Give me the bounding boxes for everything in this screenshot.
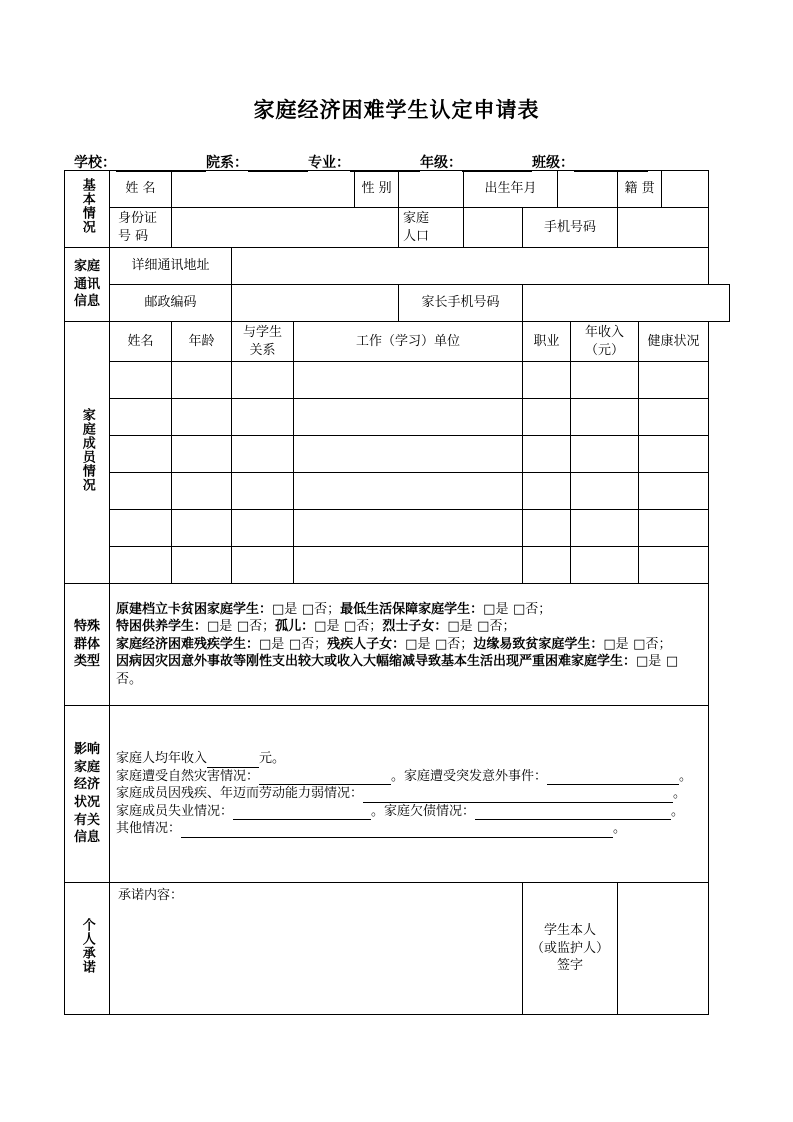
member-job-cell[interactable] bbox=[523, 473, 571, 510]
impact-line-disability: 家庭成员因残疾、年迈而劳动能力弱情况： 。 bbox=[116, 786, 687, 802]
impact-line-unemploy: 家庭成员失业情况： 。家庭欠债情况： 。 bbox=[116, 803, 685, 819]
member-name-cell[interactable] bbox=[110, 510, 172, 547]
member-row bbox=[65, 510, 730, 547]
checkbox-yes[interactable]: □是 bbox=[447, 619, 473, 635]
impact-fields bbox=[110, 706, 709, 883]
member-age-cell[interactable] bbox=[172, 399, 232, 436]
phone-label: 手机号码 bbox=[523, 208, 618, 248]
form-title: 家庭经济困难学生认定申请表 bbox=[253, 98, 540, 122]
gender-field[interactable] bbox=[399, 171, 464, 208]
id-field[interactable] bbox=[172, 208, 399, 248]
member-name-cell[interactable] bbox=[110, 473, 172, 510]
checkbox-yes[interactable]: □是 bbox=[483, 601, 509, 617]
origin-label: 籍 贯 bbox=[618, 171, 662, 208]
member-age-cell[interactable] bbox=[172, 436, 232, 473]
major-label: 专业： bbox=[308, 155, 350, 171]
special-line-1: 原建档立卡贫困家庭学生：□是 □否；最低生活保障家庭学生：□是 □否； bbox=[116, 601, 552, 617]
disaster-field[interactable] bbox=[259, 771, 391, 785]
address-label: 详细通讯地址 bbox=[110, 248, 232, 285]
id-label: 身份证 号 码 bbox=[110, 208, 172, 248]
checkbox-yes[interactable]: □是 bbox=[272, 601, 298, 617]
name-field[interactable] bbox=[172, 171, 355, 208]
checkbox-yes[interactable]: □是 bbox=[259, 636, 285, 652]
checkbox-no[interactable]: □否 bbox=[633, 636, 659, 652]
member-row bbox=[65, 399, 730, 436]
birth-field[interactable] bbox=[558, 171, 618, 208]
section-basic: 基本情况 bbox=[65, 171, 110, 248]
section-promise: 个人承诺 bbox=[65, 883, 110, 1015]
name-label: 姓 名 bbox=[110, 171, 172, 208]
unemploy-field[interactable] bbox=[233, 806, 371, 820]
hukou-label: 家庭 人口 bbox=[399, 208, 464, 248]
promise-row bbox=[65, 883, 730, 1015]
col-name: 姓名 bbox=[110, 322, 172, 362]
address-field[interactable] bbox=[232, 248, 709, 285]
checkbox-yes[interactable]: □是 bbox=[603, 636, 629, 652]
section-members: 家庭成员情况 bbox=[65, 322, 110, 584]
contact-row-1 bbox=[65, 248, 730, 285]
member-job-cell[interactable] bbox=[523, 362, 571, 399]
income-field[interactable] bbox=[207, 754, 259, 768]
class-label: 班级： bbox=[532, 155, 574, 171]
member-job-cell[interactable] bbox=[523, 547, 571, 584]
member-work-cell[interactable] bbox=[294, 436, 523, 473]
member-health-cell[interactable] bbox=[639, 510, 709, 547]
birth-label: 出生年月 bbox=[464, 171, 558, 208]
special-options bbox=[110, 584, 709, 706]
member-name-cell[interactable] bbox=[110, 436, 172, 473]
member-name-cell[interactable] bbox=[110, 362, 172, 399]
member-work-cell[interactable] bbox=[294, 362, 523, 399]
col-work: 工作（学习）单位 bbox=[294, 322, 523, 362]
grade-label: 年级： bbox=[420, 155, 462, 171]
contact-row-2 bbox=[65, 285, 730, 322]
checkbox-no[interactable]: □否 bbox=[116, 654, 679, 687]
checkbox-no[interactable]: □否 bbox=[477, 619, 503, 635]
accident-field[interactable] bbox=[547, 771, 679, 785]
member-work-cell[interactable] bbox=[294, 547, 523, 584]
member-row bbox=[65, 547, 730, 584]
checkbox-yes[interactable]: □是 bbox=[314, 619, 340, 635]
promise-content[interactable] bbox=[110, 883, 523, 1015]
impact-line-other: 其他情况： 。 bbox=[116, 821, 627, 837]
col-income: 年收入 （元） bbox=[571, 322, 639, 362]
col-health: 健康状况 bbox=[639, 322, 709, 362]
member-relation-cell[interactable] bbox=[232, 362, 294, 399]
member-job-cell[interactable] bbox=[523, 436, 571, 473]
checkbox-yes[interactable]: □是 bbox=[207, 619, 233, 635]
col-age: 年龄 bbox=[172, 322, 232, 362]
col-job: 职业 bbox=[523, 322, 571, 362]
checkbox-no[interactable]: □否 bbox=[288, 636, 315, 652]
signature-field[interactable] bbox=[618, 883, 709, 1015]
member-work-cell[interactable] bbox=[294, 473, 523, 510]
promise-content-label: 承诺内容： bbox=[118, 888, 184, 903]
member-row bbox=[65, 436, 730, 473]
members-header-row bbox=[65, 322, 730, 362]
member-row bbox=[65, 473, 730, 510]
member-health-cell[interactable] bbox=[639, 399, 709, 436]
member-work-cell[interactable] bbox=[294, 510, 523, 547]
member-name-cell[interactable] bbox=[110, 399, 172, 436]
section-special: 特殊 群体 类型 bbox=[65, 584, 110, 706]
member-income-cell[interactable] bbox=[571, 510, 639, 547]
checkbox-no[interactable]: □否 bbox=[301, 601, 328, 617]
member-income-cell[interactable] bbox=[571, 362, 639, 399]
member-relation-cell[interactable] bbox=[232, 399, 294, 436]
checkbox-yes[interactable]: □是 bbox=[636, 654, 662, 670]
special-line-3: 家庭经济困难残疾学生：□是 □否；残疾人子女：□是 □否；边缘易致贫家庭学生：□是 □否； bbox=[116, 636, 672, 652]
checkbox-no[interactable]: □否 bbox=[513, 601, 539, 617]
postcode-label: 邮政编码 bbox=[110, 285, 232, 322]
checkbox-no[interactable]: □否 bbox=[435, 636, 461, 652]
special-line-2: 特困供养学生：□是 □否；孤儿：□是 □否；烈士子女：□是 □否； bbox=[116, 619, 516, 635]
member-income-cell[interactable] bbox=[571, 399, 639, 436]
member-health-cell[interactable] bbox=[639, 436, 709, 473]
member-health-cell[interactable] bbox=[639, 473, 709, 510]
phone-field[interactable] bbox=[618, 208, 709, 248]
debt-field[interactable] bbox=[475, 806, 671, 820]
other-field[interactable] bbox=[181, 824, 613, 838]
impact-row bbox=[65, 706, 730, 883]
header-fields bbox=[74, 152, 734, 172]
parent-phone-field[interactable] bbox=[523, 285, 730, 322]
gender-label: 性 别 bbox=[355, 171, 399, 208]
member-work-cell[interactable] bbox=[294, 399, 523, 436]
member-relation-cell[interactable] bbox=[232, 547, 294, 584]
member-income-cell[interactable] bbox=[571, 473, 639, 510]
member-age-cell[interactable] bbox=[172, 547, 232, 584]
disability-field[interactable] bbox=[363, 789, 673, 803]
checkbox-yes[interactable]: □是 bbox=[405, 636, 431, 652]
member-age-cell[interactable] bbox=[172, 473, 232, 510]
special-line-4: 因病因灾因意外事故等刚性支出较大或收入大幅缩减导致基本生活出现严重困难家庭学生：□是 □否。 bbox=[116, 654, 679, 687]
member-age-cell[interactable] bbox=[172, 510, 232, 547]
section-contact: 家庭 通讯 信息 bbox=[65, 248, 110, 322]
special-row bbox=[65, 584, 730, 706]
member-relation-cell[interactable] bbox=[232, 436, 294, 473]
origin-field[interactable] bbox=[662, 171, 709, 208]
member-relation-cell[interactable] bbox=[232, 510, 294, 547]
member-age-cell[interactable] bbox=[172, 362, 232, 399]
member-income-cell[interactable] bbox=[571, 436, 639, 473]
section-impact: 影响 家庭 经济 状况 有关 信息 bbox=[65, 706, 110, 883]
member-job-cell[interactable] bbox=[523, 399, 571, 436]
member-name-cell[interactable] bbox=[110, 547, 172, 584]
school-label: 学校： bbox=[74, 155, 116, 171]
col-relation: 与学生 关系 bbox=[232, 322, 294, 362]
member-row bbox=[65, 362, 730, 399]
impact-line-disaster: 家庭遭受自然灾害情况： 。家庭遭受突发意外事件： 。 bbox=[116, 768, 693, 784]
basic-row-1 bbox=[65, 171, 730, 208]
member-job-cell[interactable] bbox=[523, 510, 571, 547]
parent-phone-label: 家长手机号码 bbox=[399, 285, 523, 322]
application-form-table bbox=[64, 170, 730, 1015]
sign-label: 学生本人 （或监护人） 签字 bbox=[523, 883, 618, 1015]
dept-label: 院系： bbox=[206, 155, 248, 171]
member-health-cell[interactable] bbox=[639, 547, 709, 584]
member-relation-cell[interactable] bbox=[232, 473, 294, 510]
postcode-field[interactable] bbox=[232, 285, 399, 322]
checkbox-no[interactable]: □否 bbox=[344, 619, 370, 635]
member-income-cell[interactable] bbox=[571, 547, 639, 584]
checkbox-no[interactable]: □否 bbox=[236, 619, 263, 635]
impact-line-income: 家庭人均年收入 元。 bbox=[116, 751, 286, 767]
hukou-field[interactable] bbox=[464, 208, 523, 248]
member-health-cell[interactable] bbox=[639, 362, 709, 399]
basic-row-2 bbox=[65, 208, 730, 248]
